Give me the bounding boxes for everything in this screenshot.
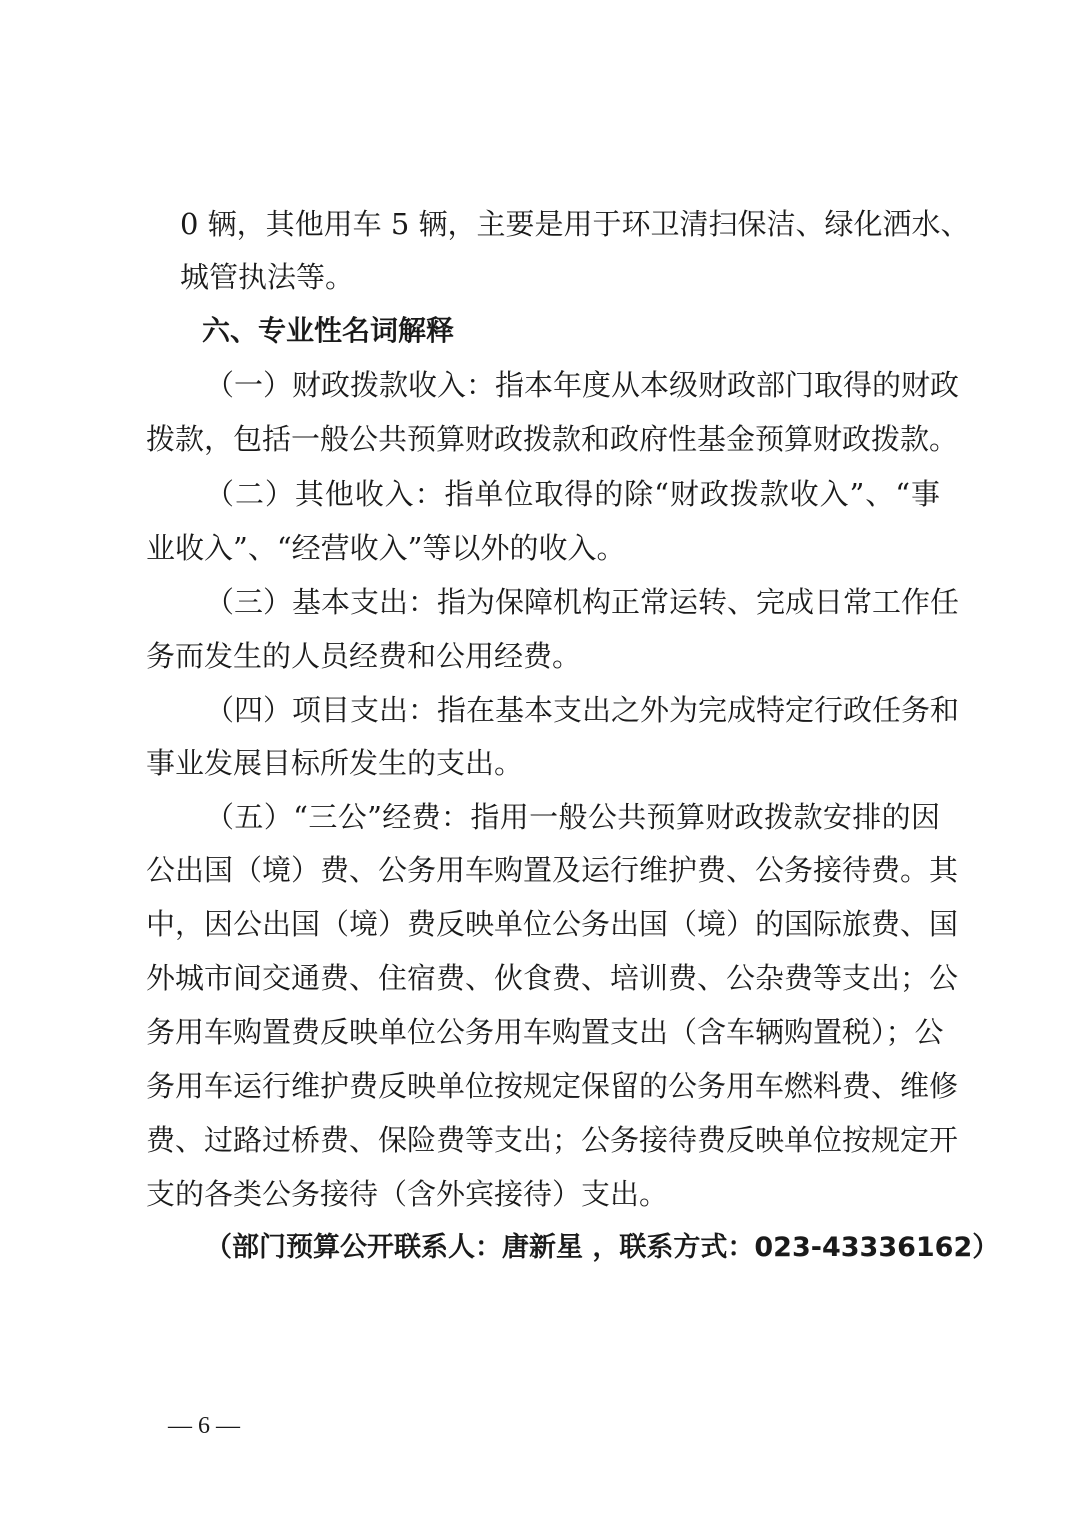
body-line: 业收入”、“经营收入”等以外的收入。 (146, 531, 626, 565)
body-line: 务而发生的人员经费和公用经费。 (146, 639, 582, 673)
body-line: （四）项目支出：指在基本支出之外为完成特定行政任务和 (205, 693, 960, 727)
body-line: 务用车购置费反映单位公务用车购置支出（含车辆购置税）；公 (146, 1015, 944, 1049)
body-line: （二）其他收入：指单位取得的除“财政拨款收入”、“事 (205, 477, 940, 511)
body-line: （一）财政拨款收入：指本年度从本级财政部门取得的财政 (205, 368, 960, 402)
page-number: — 6 — (168, 1413, 240, 1439)
body-line: 务用车运行维护费反映单位按规定保留的公务用车燃料费、维修 (146, 1069, 959, 1103)
body-line: 事业发展目标所发生的支出。 (146, 746, 524, 780)
body-line: 城管执法等。 (180, 260, 355, 294)
body-line: 中，因公出国（境）费反映单位公务出国（境）的国际旅费、国 (146, 907, 959, 941)
body-line: 公出国（境）费、公务用车购置及运行维护费、公务接待费。其 (146, 853, 959, 887)
contact-line: （部门预算公开联系人：唐新星 ，联系方式：023-43336162） (205, 1232, 1000, 1263)
body-line: 费、过路过桥费、保险费等支出；公务接待费反映单位按规定开 (146, 1123, 959, 1157)
body-line: 外城市间交通费、住宿费、伙食费、培训费、公杂费等支出；公 (146, 961, 959, 995)
section-heading: 六、专业性名词解释 (202, 314, 455, 347)
body-line: （三）基本支出：指为保障机构正常运转、完成日常工作任 (205, 585, 960, 619)
body-line: 支的各类公务接待（含外宾接待）支出。 (146, 1177, 669, 1211)
body-line: 拨款，包括一般公共预算财政拨款和政府性基金预算财政拨款。 (146, 422, 959, 456)
body-line: （五）“三公”经费：指用一般公共预算财政拨款安排的因 (205, 800, 940, 834)
body-line: 0 辆，其他用车 5 辆，主要是用于环卫清扫保洁、绿化洒水、 (180, 207, 970, 241)
